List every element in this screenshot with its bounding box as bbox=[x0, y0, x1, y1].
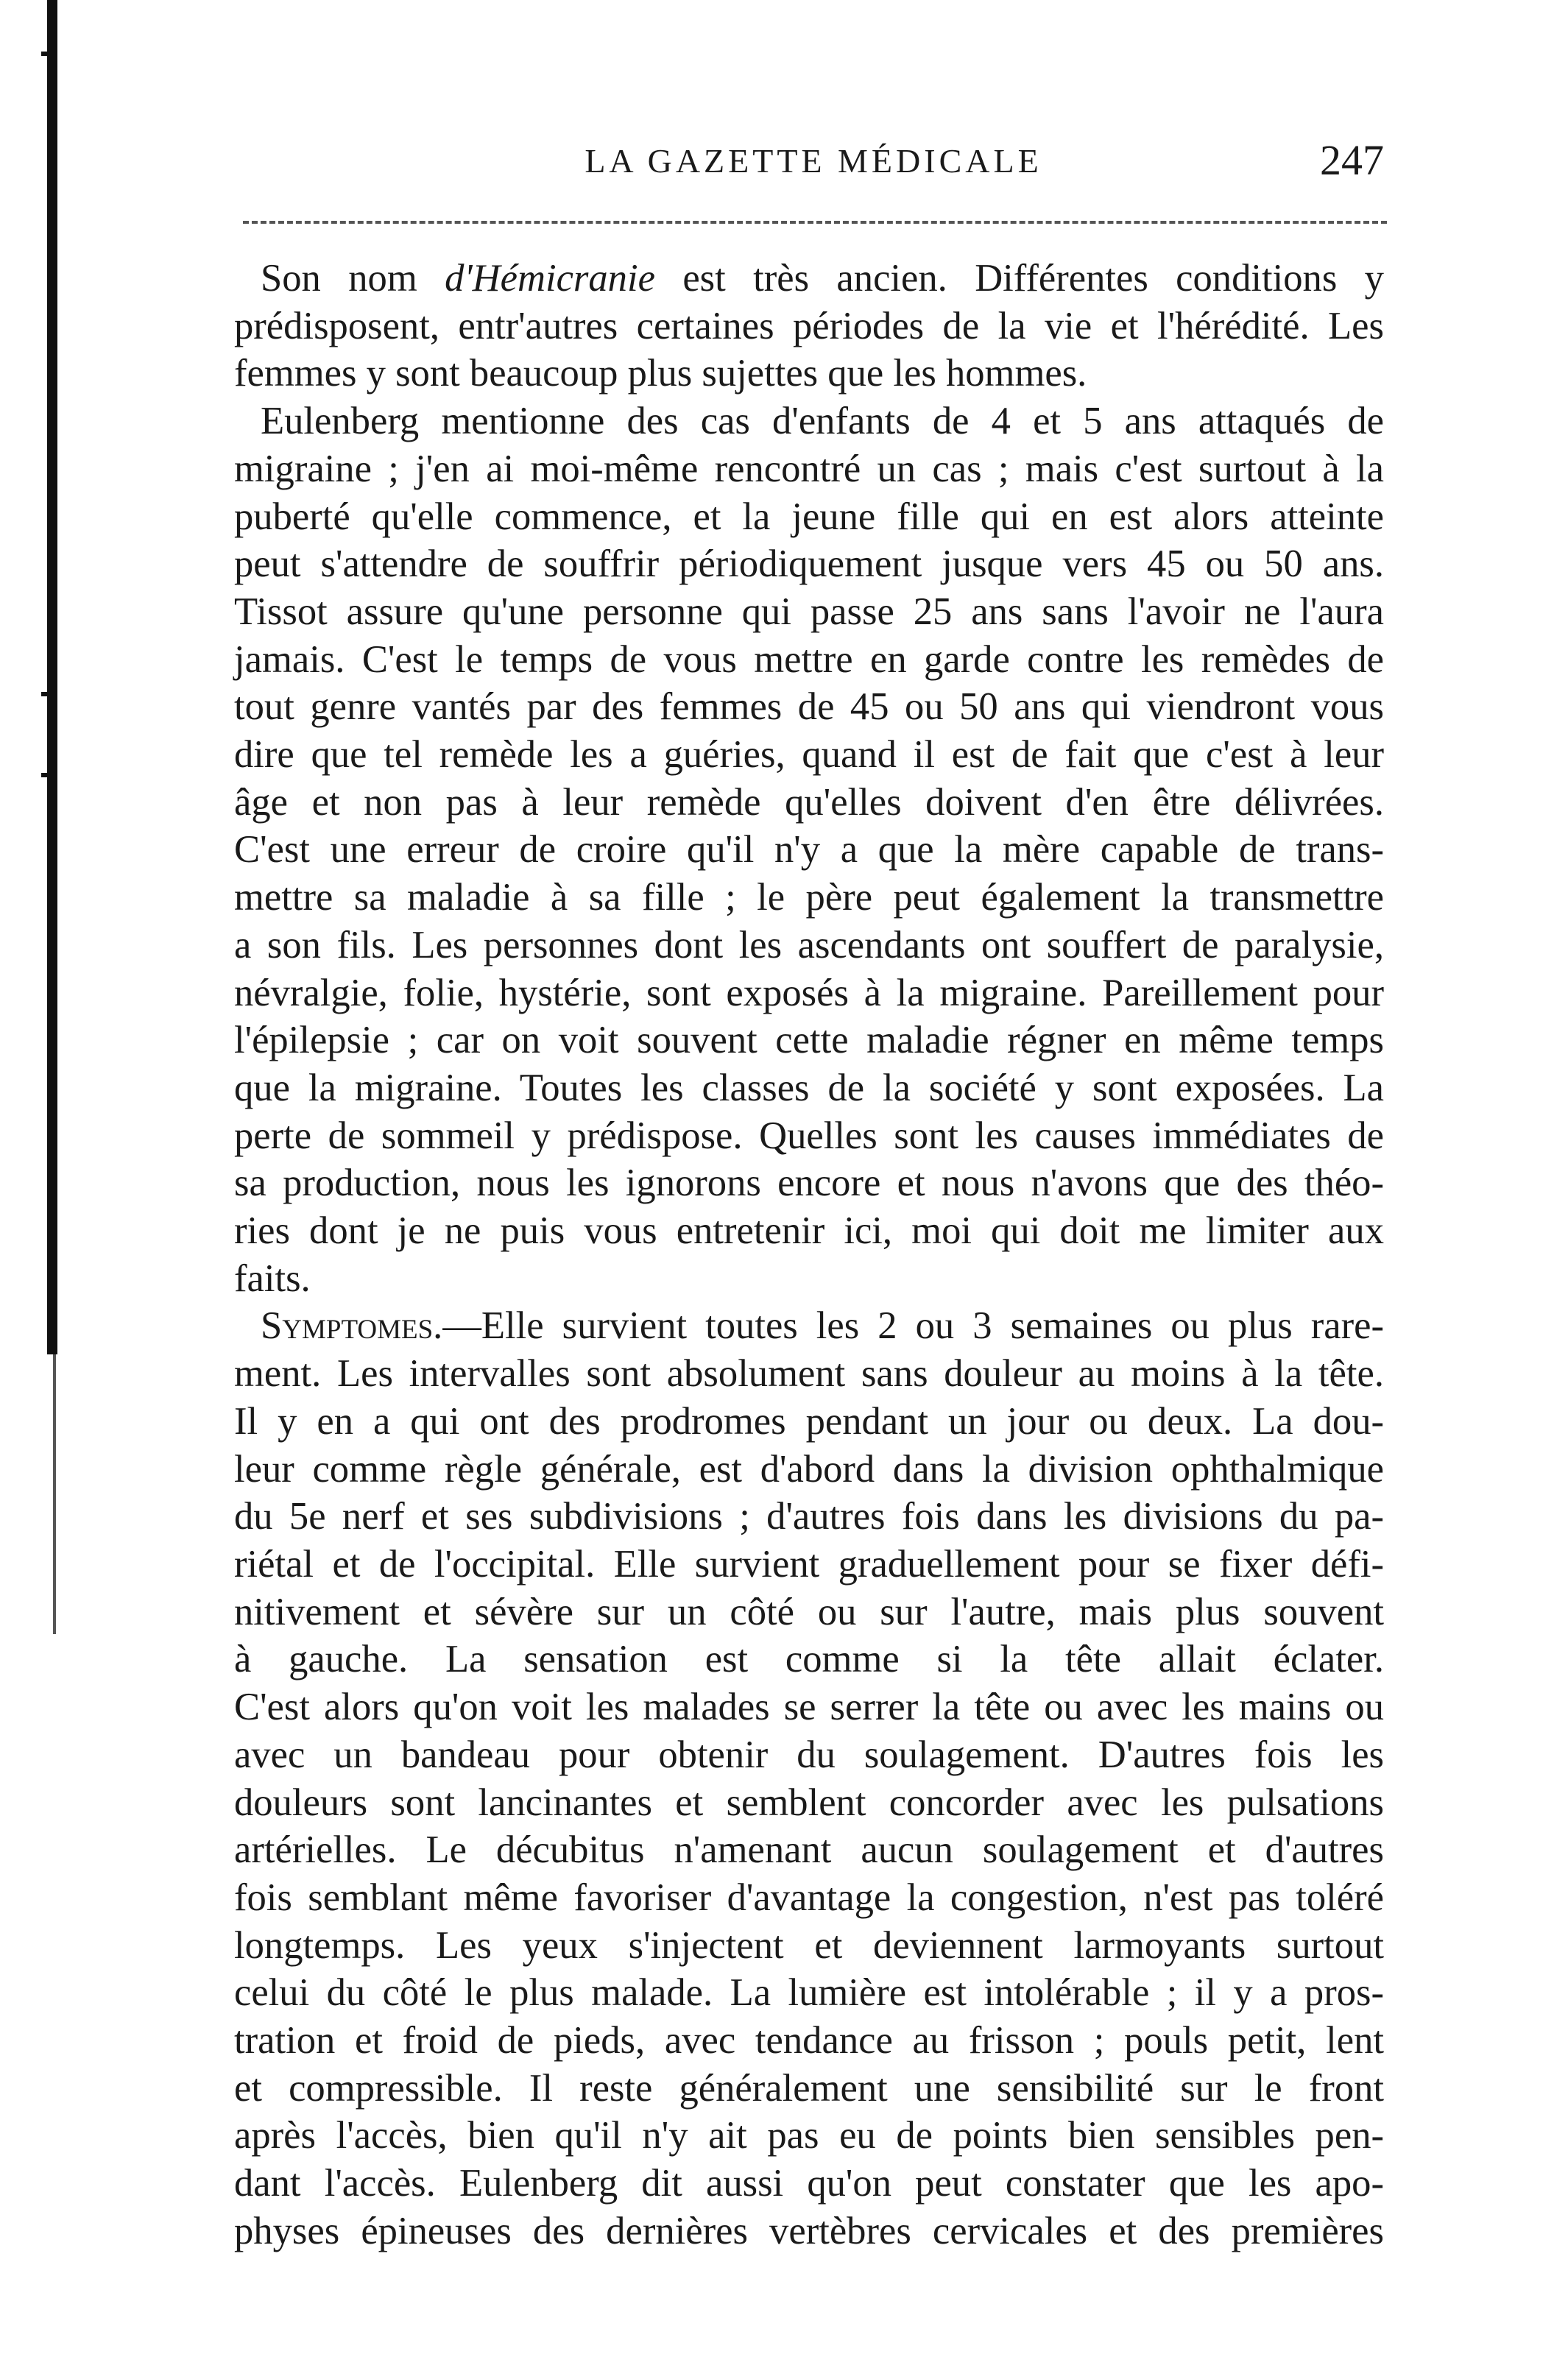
page-binding-edge-lower bbox=[53, 1354, 56, 1634]
text-line bbox=[234, 255, 1384, 303]
journal-title: LA GAZETTE MÉDICALE bbox=[585, 142, 1042, 180]
text-line: C'est alors qu'on voit les malades se serrer la tête ou avec les mains ou bbox=[234, 1686, 1384, 1729]
binding-mark bbox=[41, 692, 56, 696]
header-rule bbox=[243, 221, 1387, 224]
text-line: sa production, nous les ignorons encore et nous n'avons que des théo- bbox=[234, 1162, 1384, 1205]
text-line: âge et non pas à leur remède qu'elles doivent d'en être délivrées. bbox=[234, 780, 1384, 824]
text-line: perte de sommeil y prédispose. Quelles sont les causes immédiates de bbox=[234, 1114, 1384, 1157]
text-span: est très ancien. Différentes conditions y bbox=[654, 257, 1384, 300]
binding-mark bbox=[41, 52, 56, 56]
text-line: ries dont je ne puis vous entretenir ici, moi qui doit me limiter aux bbox=[234, 1209, 1384, 1253]
text-line: C'est une erreur de croire qu'il n'y a que la mère capable de trans- bbox=[234, 828, 1384, 872]
italic-term: d'Hémicranie bbox=[445, 257, 655, 300]
text-line: avec un bandeau pour obtenir du soulagement. D'autres fois les bbox=[234, 1733, 1384, 1776]
paragraph-2 bbox=[234, 397, 1384, 1302]
running-head bbox=[243, 127, 1384, 185]
page-binding-edge bbox=[47, 0, 57, 1354]
text-line: Eulenberg mentionne des cas d'enfants de 4 et 5 ans attaqués de bbox=[261, 400, 1384, 443]
text-line: riétal et de l'occipital. Elle survient graduellement pour se fixer défi- bbox=[234, 1542, 1384, 1586]
text-line: tout genre vantés par des femmes de 45 ou 50 ans qui viendront vous bbox=[234, 685, 1384, 729]
text-line: l'épilepsie ; car on voit souvent cette maladie régner en même temps bbox=[234, 1019, 1384, 1062]
text-line: physes épineuses des dernières vertèbres cervicales et des premières bbox=[234, 2209, 1384, 2252]
text-line: que la migraine. Toutes les classes de la société y sont exposées. La bbox=[234, 1066, 1384, 1109]
text-line: jamais. C'est le temps de vous mettre en garde contre les remèdes de bbox=[234, 637, 1384, 681]
text-line: fois semblant même favoriser d'avantage la congestion, n'est pas toléré bbox=[234, 1876, 1384, 1919]
text-line: ment. Les intervalles sont absolument sans douleur au moins à la tête. bbox=[234, 1352, 1384, 1396]
text-line: celui du côté le plus malade. La lumière est intolérable ; il y a pros- bbox=[234, 1971, 1384, 2015]
section-heading: Symptomes. bbox=[261, 1304, 443, 1348]
text-line: leur comme règle générale, est d'abord dans la division ophthalmique bbox=[234, 1447, 1384, 1491]
text-line: longtemps. Les yeux s'injectent et deviennent larmoyants surtout bbox=[234, 1923, 1384, 1967]
text-line: tration et froid de pieds, avec tendance au frisson ; pouls petit, lent bbox=[234, 2019, 1384, 2063]
text-line: peut s'attendre de souffrir périodiquement jusque vers 45 ou 50 ans. bbox=[234, 542, 1384, 586]
text-line: prédisposent, entr'autres certaines périodes de la vie et l'hérédité. Les bbox=[234, 304, 1384, 347]
text-line: nitivement et sévère sur un côté ou sur l'autre, mais plus souvent bbox=[234, 1590, 1384, 1633]
text-line: névralgie, folie, hystérie, sont exposés à la migraine. Pareillement pour bbox=[234, 971, 1384, 1014]
text-line bbox=[234, 1302, 1384, 1350]
text-line: douleurs sont lancinantes et semblent concorder avec les pulsations bbox=[234, 1781, 1384, 1824]
binding-mark bbox=[41, 773, 56, 777]
body-text bbox=[234, 255, 1384, 2255]
text-line: Il y en a qui ont des prodromes pendant un jour ou deux. La dou- bbox=[234, 1399, 1384, 1443]
text-line: dire que tel remède les a guéries, quand il est de fait que c'est à leur bbox=[234, 733, 1384, 777]
text-line: a son fils. Les personnes dont les ascendants ont souffert de paralysie, bbox=[234, 923, 1384, 966]
text-span: —Elle survient toutes les 2 ou 3 semaines ou plus rare- bbox=[442, 1304, 1384, 1348]
text-span: Son nom bbox=[261, 257, 445, 300]
text-line: après l'accès, bien qu'il n'y ait pas eu de points bien sensibles pen- bbox=[234, 2114, 1384, 2157]
text-line: à gauche. La sensation est comme si la tête allait éclater. bbox=[234, 1638, 1384, 1681]
page-number: 247 bbox=[1320, 136, 1384, 184]
paragraph-1 bbox=[234, 255, 1384, 397]
text-line: migraine ; j'en ai moi-même rencontré un cas ; mais c'est surtout à la bbox=[234, 447, 1384, 490]
text-line: du 5e nerf et ses subdivisions ; d'autres fois dans les divisions du pa- bbox=[234, 1495, 1384, 1538]
paragraph-3 bbox=[234, 1302, 1384, 2255]
text-line: mettre sa maladie à sa fille ; le père peut également la transmettre bbox=[234, 876, 1384, 919]
text-line: et compressible. Il reste généralement une sensibilité sur le front bbox=[234, 2066, 1384, 2110]
text-line: dant l'accès. Eulenberg dit aussi qu'on peut constater que les apo- bbox=[234, 2162, 1384, 2205]
text-line: Tissot assure qu'une personne qui passe 25 ans sans l'avoir ne l'aura bbox=[234, 590, 1384, 633]
text-line: femmes y sont beaucoup plus sujettes que les hommes. bbox=[234, 352, 1087, 395]
text-line: faits. bbox=[234, 1256, 311, 1300]
text-line: artérielles. Le décubitus n'amenant aucun soulagement et d'autres bbox=[234, 1828, 1384, 1872]
text-line: puberté qu'elle commence, et la jeune fille qui en est alors atteinte bbox=[234, 495, 1384, 538]
